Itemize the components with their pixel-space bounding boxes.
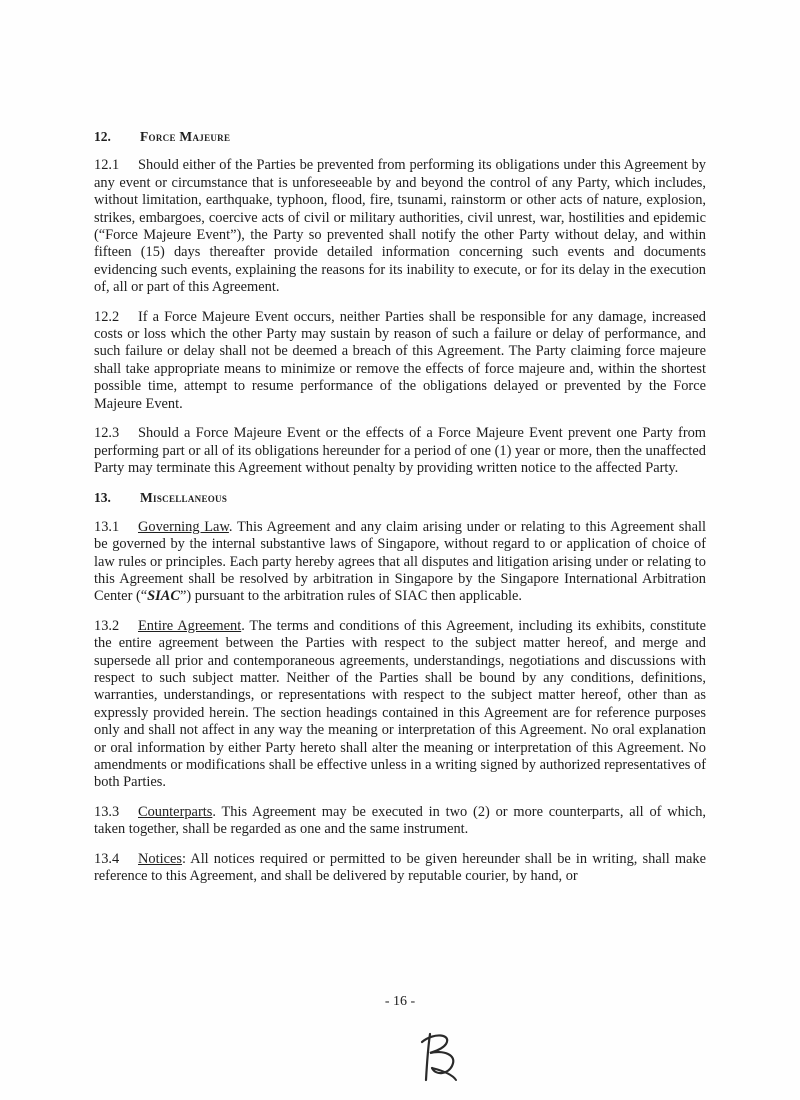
clause-text: . This Agreement and any claim arising under or relating to this Agreement shall be governed by the internal substantive laws of Singapore, without regard to or application of choice of law rules or principles. Each party hereby agrees that all disputes and litigation arising under or relating to this Agreement shall be resolved by arbitration in Singapore by the Singapore International Arbitration Center (“ bbox=[94, 518, 706, 605]
clause-text: : All notices required or permitted to be given hereunder shall be in writing, shall make reference to this Agreement, and shall be delivered by reputable courier, by hand, or bbox=[94, 850, 706, 885]
section-title: Miscellaneous bbox=[140, 490, 228, 506]
clause-13-2 bbox=[94, 618, 706, 792]
section-heading-12 bbox=[94, 128, 706, 145]
document-body bbox=[94, 128, 706, 897]
clause-caption: Governing Law bbox=[138, 518, 229, 535]
clause-12-1 bbox=[94, 157, 706, 296]
clause-number: 12.1 bbox=[94, 157, 120, 174]
page-number: - 16 - bbox=[384, 994, 416, 1009]
clause-12-3 bbox=[94, 425, 706, 477]
section-number: 13. bbox=[94, 490, 111, 506]
section-title: Force Majeure bbox=[140, 129, 231, 144]
clause-13-3 bbox=[94, 804, 706, 839]
clause-caption: Counterparts bbox=[138, 803, 213, 820]
clause-text: If a Force Majeure Event occurs, neither Parties shall be responsible for any damage, increased costs or loss which the other Party may sustain by reason of such a failure or delay of performance, and such failure or delay shall not be deemed a breach of this Agreement. The Party claiming force majeure shall take appropriate means to minimize or remove the effects of force majeure and, within the shortest possible time, attempt to resume performance of the obligations delayed or prevented by the Force Majeure Event. bbox=[94, 308, 706, 412]
clause-number: 13.4 bbox=[94, 850, 120, 867]
clause-number: 13.2 bbox=[94, 617, 120, 634]
initials-signature-icon bbox=[412, 1028, 472, 1088]
clause-number: 12.3 bbox=[94, 425, 120, 442]
clause-number: 13.1 bbox=[94, 518, 120, 535]
defined-term: SIAC bbox=[147, 588, 180, 605]
clause-text: Should either of the Parties be prevented from performing its obligations under this Agreement by any event or circumstance that is unforeseeable by and beyond the control of any Party, which includes, without limitation, earthquake, typhoon, flood, fire, tsunami, rainstorm or other acts of nature, explosion, strikes, embargoes, coercive acts of civil or military authorities, civil unrest, war, hostilities and epidemic (“Force Majeure Event”), the Party so prevented shall notify the other Party without delay, and within fifteen (15) days thereafter provide detailed information concerning such events and documents evidencing such events, explaining the reasons for its inability to execute, or for its delay in the execution of, all or part of this Agreement. bbox=[94, 157, 706, 296]
section-heading-13 bbox=[94, 489, 706, 506]
clause-13-4 bbox=[94, 851, 706, 886]
clause-13-1 bbox=[94, 519, 706, 606]
clause-number: 13.3 bbox=[94, 803, 120, 820]
clause-caption: Notices bbox=[138, 850, 182, 867]
clause-text: Should a Force Majeure Event or the effects of a Force Majeure Event prevent one Party from performing part or all of its obligations hereunder for a period of one (1) year or more, then the unaffected Party may terminate this Agreement without penalty by providing written notice to the affected Party. bbox=[94, 425, 706, 476]
clause-12-2 bbox=[94, 309, 706, 413]
clause-text: . The terms and conditions of this Agreement, including its exhibits, constitute the entire agreement between the Parties with respect to the subject matter hereof, and merge and supersede all prior and contemporaneous agreements, understandings, negotiations and discussions with respect to such subject matter. Neither of the Parties shall be bound by any conditions, definitions, warranties, understandings, or representations with respect to the subject matter hereof, other than as expressly provided herein. The section headings contained in this Agreement are for reference purposes only and shall not affect in any way the meaning or interpretation of this Agreement. No oral explanation or oral information by either Party hereto shall alter the meaning or interpretation of this Agreement. No amendments or modifications shall be effective unless in a writing signed by authorized representatives of both Parties. bbox=[94, 617, 706, 791]
clause-text-cont: ”) pursuant to the arbitration rules of SIAC then applicable. bbox=[179, 588, 523, 605]
clause-caption: Entire Agreement bbox=[138, 617, 242, 634]
clause-text: . This Agreement may be executed in two (2) or more counterparts, all of which, taken together, shall be regarded as one and the same instrument. bbox=[94, 803, 706, 838]
section-number: 12. bbox=[94, 129, 111, 144]
clause-number: 12.2 bbox=[94, 308, 120, 325]
